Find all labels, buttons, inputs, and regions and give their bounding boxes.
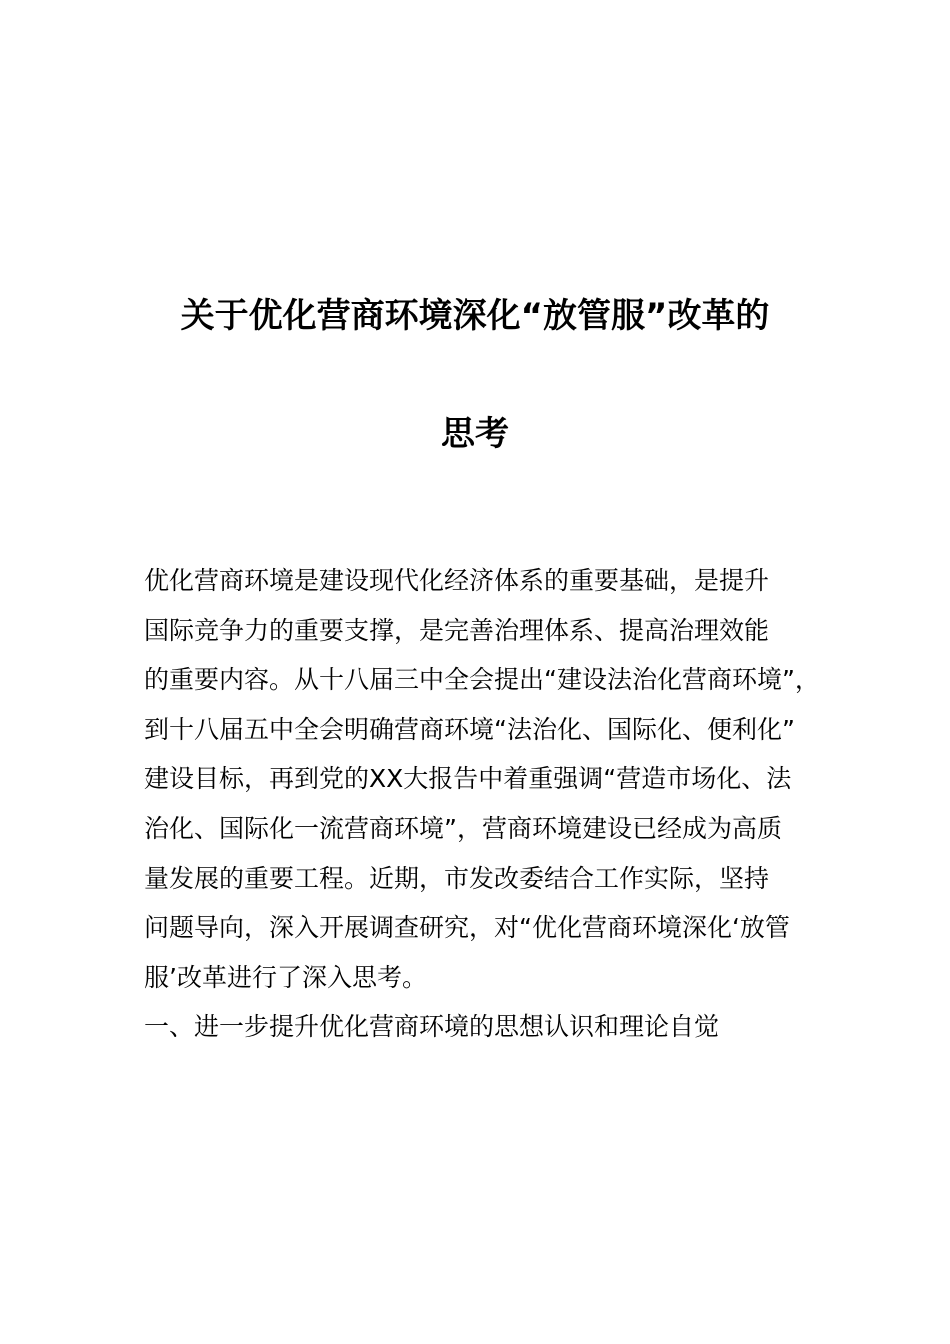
body-line: 服’改革进行了深入思考。	[144, 962, 427, 992]
body-line: 到十八届五中全会明确营商环境“法治化、国际化、便利化”	[144, 714, 795, 744]
document-body	[144, 556, 844, 1052]
document-title-line-1: 关于优化营商环境深化“放管服”改革的	[180, 296, 770, 336]
body-line: 国际竞争力的重要支撑，是完善治理体系、提高治理效能	[144, 615, 770, 645]
body-line: 建设目标，再到党的XX大报告中着重强调“营造市场化、法	[144, 764, 792, 794]
document-title-line-2: 思考	[441, 414, 509, 454]
body-line: 优化营商环境是建设现代化经济体系的重要基础，是提升	[144, 566, 770, 595]
body-line: 的重要内容。从十八届三中全会提出“建设法治化营商环境”，	[144, 665, 820, 695]
body-line: 治化、国际化一流营商环境”，营商环境建设已经成为高质	[144, 813, 782, 843]
body-line: 量发展的重要工程。近期，市发改委结合工作实际，坚持	[144, 863, 770, 893]
body-line: 问题导向，深入开展调查研究，对“优化营商环境深化‘放管	[144, 913, 790, 943]
section-heading: 一、进一步提升优化营商环境的思想认识和理论自觉	[144, 1012, 720, 1042]
